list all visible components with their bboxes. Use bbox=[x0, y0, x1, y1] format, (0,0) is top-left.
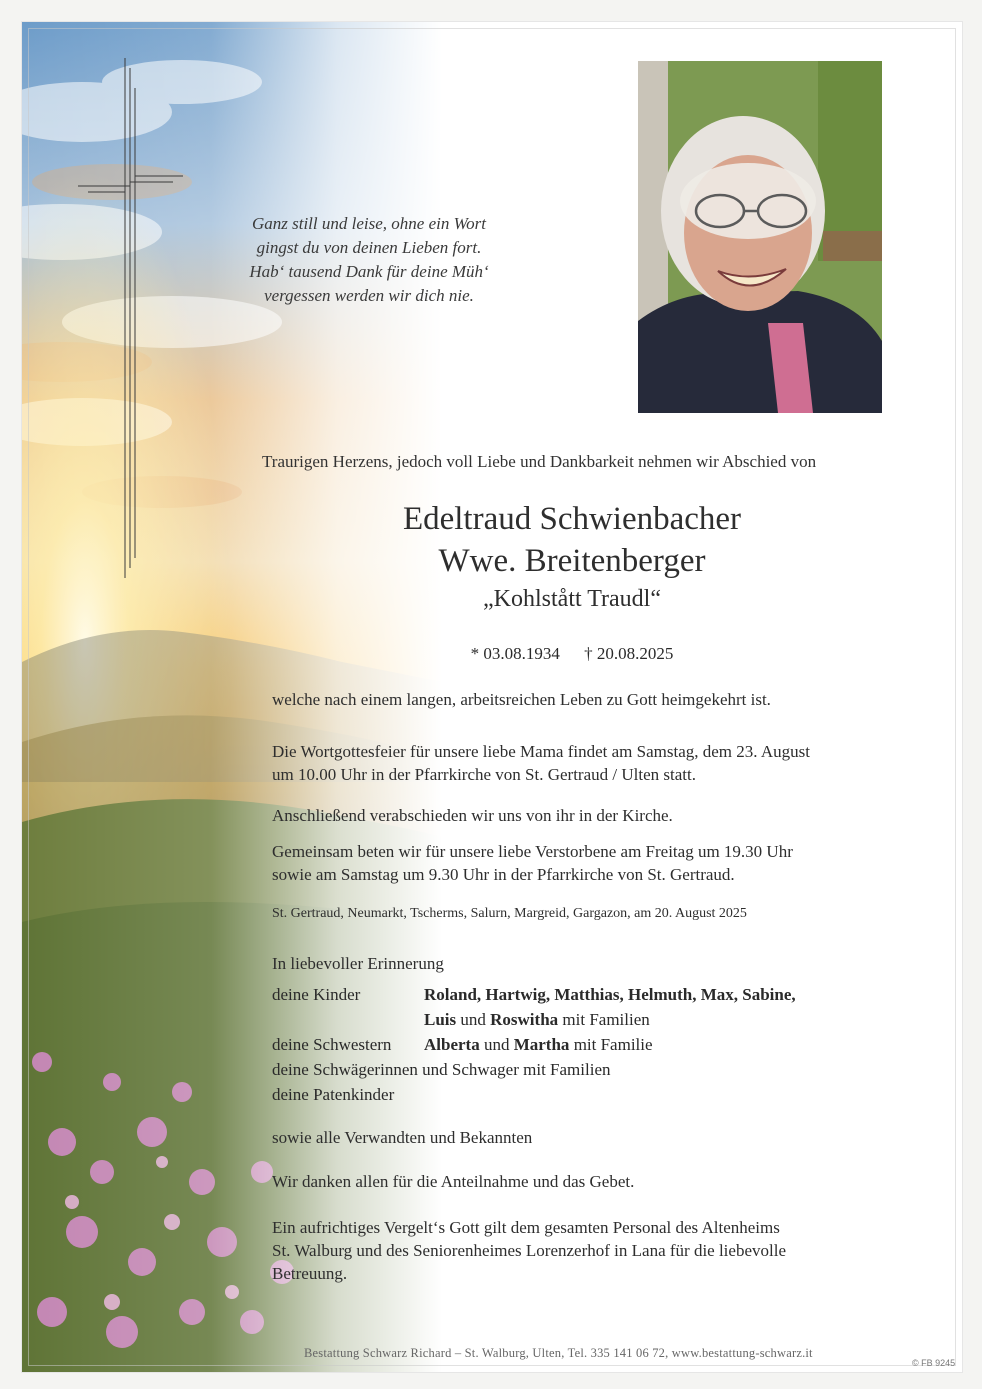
text-line: Ein aufrichtiges Vergelt‘s Gott gilt dem gesamten Personal des Altenheims bbox=[272, 1218, 780, 1237]
paragraph-wortgottesfeier bbox=[272, 740, 912, 786]
portrait-illustration bbox=[638, 61, 882, 413]
family-row-kinder bbox=[272, 982, 912, 1032]
child-name-roswitha: Roswitha bbox=[490, 1010, 559, 1029]
birth-date: * 03.08.1934 bbox=[470, 644, 560, 663]
family-list bbox=[272, 982, 912, 1107]
relatives-line: sowie alle Verwandten und Bekannten bbox=[272, 1128, 533, 1147]
obituary-sheet bbox=[22, 22, 962, 1372]
family-suffix: mit Familien bbox=[562, 1010, 650, 1029]
family-names bbox=[424, 1032, 912, 1057]
place-date-line: St. Gertraud, Neumarkt, Tscherms, Salurn, Margreid, Gargazon, am 20. August 2025 bbox=[272, 906, 747, 921]
document-code: © FB 9245 bbox=[912, 1358, 956, 1368]
text-line: St. Walburg und des Seniorenheimes Lorenzerhof in Lana für die liebevolle bbox=[272, 1241, 786, 1260]
paragraph-heimgekehrt: welche nach einem langen, arbeitsreichen Leben zu Gott heimgekehrt ist. bbox=[272, 690, 771, 709]
paragraph-verabschieden: Anschließend verabschieden wir uns von ihr in der Kirche. bbox=[272, 806, 673, 825]
paragraph-vergelts-gott bbox=[272, 1216, 912, 1285]
text-line: Betreuung. bbox=[272, 1264, 348, 1283]
family-row-patenkinder: deine Patenkinder bbox=[272, 1085, 395, 1104]
text-line: um 10.00 Uhr in der Pfarrkirche von St. Gertraud / Ulten statt. bbox=[272, 765, 696, 784]
family-label: deine Schwestern bbox=[272, 1035, 392, 1054]
intro-text: Traurigen Herzens, jedoch voll Liebe und Dankbarkeit nehmen wir Abschied von bbox=[262, 452, 817, 471]
text-line: sowie am Samstag um 9.30 Uhr in der Pfarrkirche von St. Gertraud. bbox=[272, 865, 735, 884]
cross-icon bbox=[78, 58, 188, 578]
family-row-schwestern bbox=[272, 1032, 912, 1057]
poem-line: Ganz still und leise, ohne ein Wort bbox=[251, 214, 487, 233]
widow-of-name: Wwe. Breitenberger bbox=[438, 543, 706, 579]
poem-line: gingst du von deinen Lieben fort. bbox=[256, 238, 482, 257]
death-date: † 20.08.2025 bbox=[584, 644, 674, 663]
deceased-name: Edeltraud Schwienbacher bbox=[402, 501, 742, 537]
family-names bbox=[424, 982, 912, 1032]
text-line: Gemeinsam beten wir für unsere liebe Verstorbene am Freitag um 19.30 Uhr bbox=[272, 842, 793, 861]
poem-verse bbox=[194, 212, 544, 308]
connector-text: und bbox=[460, 1010, 486, 1029]
text-line: Die Wortgottesfeier für unsere liebe Mama findet am Samstag, dem 23. August bbox=[272, 742, 810, 761]
life-dates bbox=[262, 644, 882, 664]
funeral-home-footer: Bestattung Schwarz Richard – St. Walburg, Ulten, Tel. 335 141 06 72, www.bestattung-schwarz.it bbox=[304, 1346, 813, 1360]
connector-text: und bbox=[483, 1035, 510, 1054]
deceased-name-block bbox=[262, 498, 882, 616]
paragraph-gebet bbox=[272, 840, 912, 886]
nickname: „Kohlstått Traudl“ bbox=[483, 586, 661, 612]
poem-line: vergessen werden wir dich nie. bbox=[264, 286, 474, 305]
family-row-schwaeger: deine Schwägerinnen und Schwager mit Familien bbox=[272, 1060, 611, 1079]
memory-heading: In liebevoller Erinnerung bbox=[272, 954, 444, 973]
family-suffix: mit Familie bbox=[573, 1035, 653, 1054]
sister-name-alberta: Alberta bbox=[424, 1035, 480, 1054]
thanks-line: Wir danken allen für die Anteilnahme und das Gebet. bbox=[272, 1172, 635, 1191]
portrait-photo bbox=[638, 61, 882, 413]
sister-name-martha: Martha bbox=[513, 1035, 570, 1054]
family-label: deine Kinder bbox=[272, 985, 361, 1004]
child-names: Roland, Hartwig, Matthias, Helmuth, Max, Sabine, bbox=[424, 985, 796, 1004]
poem-line: Hab‘ tausend Dank für deine Müh‘ bbox=[249, 262, 489, 281]
child-name-luis: Luis bbox=[424, 1010, 457, 1029]
